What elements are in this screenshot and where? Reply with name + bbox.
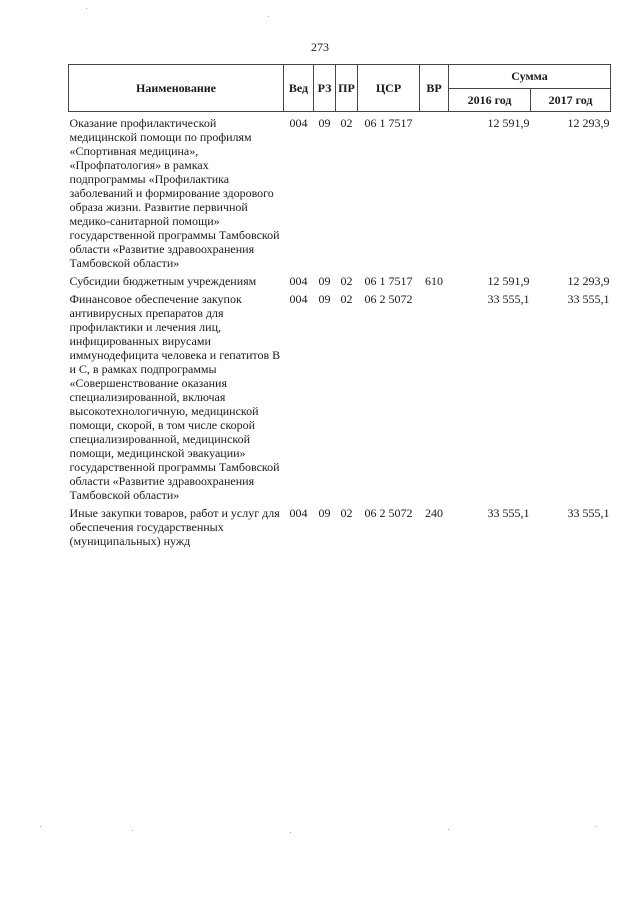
row-rz: 09: [318, 116, 331, 130]
row-csr: 06 2 5072: [364, 506, 413, 520]
row-sum-2017: 33 555,1: [567, 506, 610, 520]
row-rz: 09: [318, 506, 331, 520]
row-csr: 06 2 5072: [364, 292, 413, 306]
row-name: Субсидии бюджетным учреждениям: [69, 274, 257, 288]
header-csr: ЦСР: [358, 65, 420, 112]
header-rz: РЗ: [314, 65, 336, 112]
row-vr: [420, 291, 449, 505]
header-2017: 2017 год: [531, 88, 611, 112]
row-name: Финансовое обеспечение закупок антивирусных препаратов для профилактики и лечения лиц, инфицированных вирусами иммунодефицита человека и гепатитов В и С, в рамках подпрограммы «Совершенствование оказания специализированной, включая высокотехнологичную, медицинской помощи, скорой, в том числе скорой специализированной, медицинской помощи, медицинской эвакуации» государственной программы Тамбовской области «Развитие здравоохранения Тамбовской области»: [69, 292, 281, 502]
row-pr: 02: [340, 274, 353, 288]
scan-speck: [86, 8, 87, 9]
scan-speck: [448, 829, 449, 830]
table-row: [69, 115, 611, 273]
page-number: 273: [311, 40, 329, 54]
scan-speck: [596, 826, 597, 827]
row-ved: 004: [289, 116, 308, 130]
row-vr: [420, 115, 449, 273]
row-name: Иные закупки товаров, работ и услуг для обеспечения государственных (муниципальных) нужд: [69, 506, 280, 548]
scan-speck: [268, 16, 269, 17]
scan-speck: [290, 832, 291, 833]
row-ved: 004: [289, 274, 308, 288]
row-rz: 09: [318, 292, 331, 306]
row-sum-2017: 12 293,9: [567, 116, 610, 130]
row-csr: 06 1 7517: [364, 116, 413, 130]
table-header: [69, 65, 611, 112]
row-vr: 610: [425, 274, 443, 288]
row-sum-2017: 12 293,9: [567, 274, 610, 288]
table-body: [69, 112, 611, 552]
header-name: Наименование: [69, 65, 284, 112]
header-ved: Вед: [284, 65, 314, 112]
row-rz: 09: [318, 274, 331, 288]
budget-table: [68, 64, 611, 551]
row-ved: 004: [289, 292, 308, 306]
header-2016: 2016 год: [449, 88, 531, 112]
row-pr: 02: [340, 116, 353, 130]
row-name: Оказание профилактической медицинской помощи по профилям «Спортивная медицина», «Профпатология» в рамках подпрограммы «Профилактика заболеваний и формирование здорового образа жизни. Развитие первичной медико-санитарной помощи» государственной программы Тамбовской области «Развитие здравоохранения Тамбовской области»: [69, 116, 280, 270]
header-sum: Сумма: [449, 65, 611, 89]
row-pr: 02: [340, 292, 353, 306]
row-sum-2016: 12 591,9: [487, 116, 530, 130]
row-sum-2016: 12 591,9: [487, 274, 530, 288]
header-pr: ПР: [336, 65, 358, 112]
scan-speck: [132, 830, 133, 831]
row-vr: 240: [425, 506, 443, 520]
row-pr: 02: [340, 506, 353, 520]
row-sum-2016: 33 555,1: [487, 292, 530, 306]
table-row: [69, 505, 611, 551]
scan-speck: [40, 826, 41, 827]
row-sum-2016: 33 555,1: [487, 506, 530, 520]
table-row: [69, 273, 611, 291]
header-vr: ВР: [420, 65, 449, 112]
row-ved: 004: [289, 506, 308, 520]
table-row: [69, 291, 611, 505]
row-sum-2017: 33 555,1: [567, 292, 610, 306]
row-csr: 06 1 7517: [364, 274, 413, 288]
